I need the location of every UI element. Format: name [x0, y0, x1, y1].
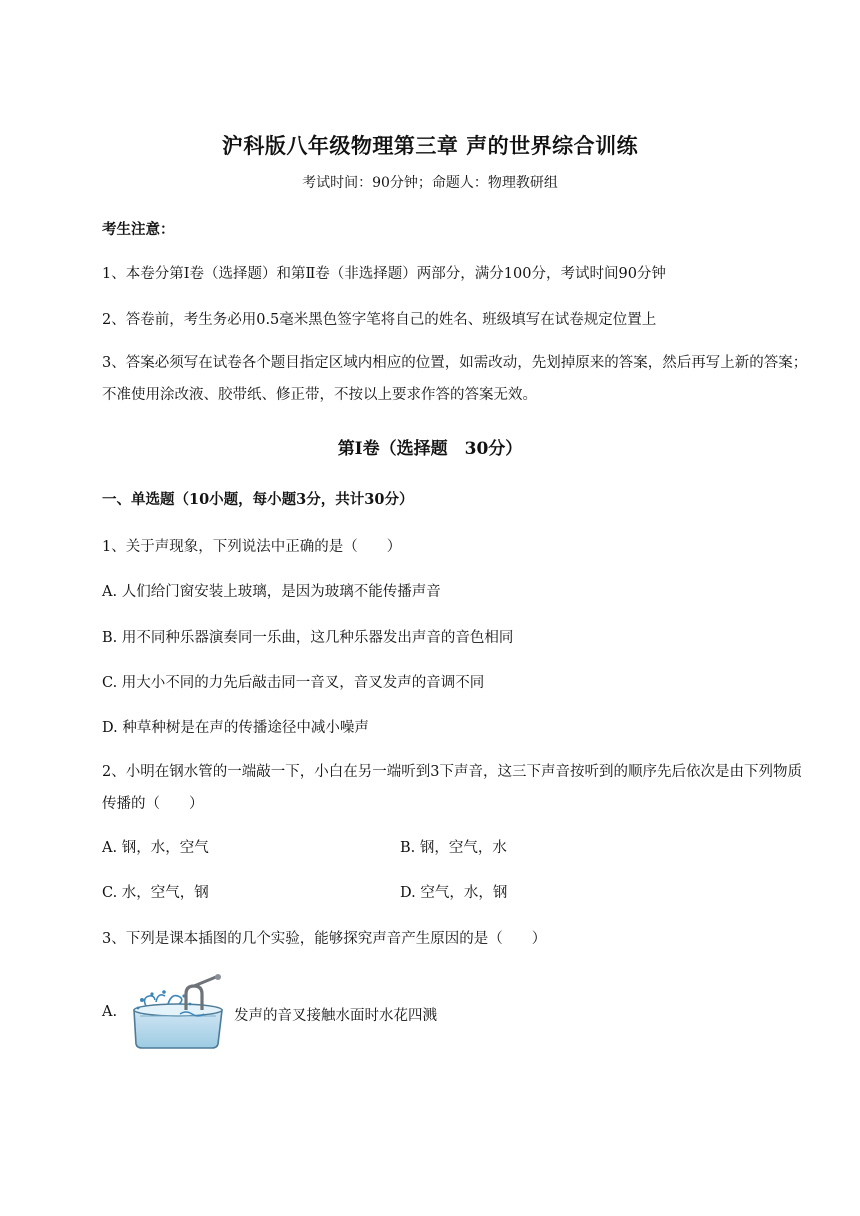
notice-item: 3、答案必须写在试卷各个题目指定区域内相应的位置，如需改动，先划掉原来的答案，然后再写上新的答案；不准使用涂改液、胶带纸、修正带，不按以上要求作答的答案无效。 — [102, 355, 808, 403]
option-c: C. 水，空气，钢 — [102, 885, 209, 901]
option-a: A. 人们给门窗安装上玻璃，是因为玻璃不能传播声音 — [102, 584, 441, 600]
notice-item: 1、本卷分第Ⅰ卷（选择题）和第Ⅱ卷（非选择题）两部分，满分100分，考试时间90分钟 — [102, 266, 666, 282]
question-stem: 3、下列是课本插图的几个实验，能够探究声音产生原因的是（ ） — [102, 931, 547, 947]
option-b: B. 钢，空气，水 — [400, 840, 507, 856]
section-title: 第Ⅰ卷（选择题 30分） — [337, 439, 523, 459]
question-stem: 2、小明在钢水管的一端敲一下，小白在另一端听到3下声音，这三下声音按听到的顺序先后依次是由下列物质传播的（ ） — [102, 764, 802, 812]
part-heading: 一、单选题（10小题，每小题3分，共计30分） — [102, 491, 414, 508]
option-a-letter: A. — [102, 1004, 118, 1020]
question-stem: 1、关于声现象，下列说法中正确的是（ ） — [102, 539, 402, 555]
notice-heading: 考生注意： — [102, 221, 175, 238]
option-a-text: 发声的音叉接触水面时水花四溅 — [234, 1008, 437, 1024]
tuning-fork-in-water-icon — [124, 974, 230, 1052]
notice-item: 2、答卷前，考生务必用0.5毫米黑色签字笔将自己的姓名、班级填写在试卷规定位置上 — [102, 312, 657, 328]
page-title: 沪科版八年级物理第三章 声的世界综合训练 — [221, 133, 639, 158]
option-a: A. 钢，水，空气 — [102, 840, 209, 856]
exam-info: 考试时间：90分钟；命题人：物理教研组 — [302, 175, 558, 191]
option-d: D. 空气，水，钢 — [400, 885, 508, 901]
option-b: B. 用不同种乐器演奏同一乐曲，这几种乐器发出声音的音色相同 — [102, 630, 514, 646]
option-d: D. 种草种树是在声的传播途径中减小噪声 — [102, 720, 369, 736]
option-c: C. 用大小不同的力先后敲击同一音叉，音叉发声的音调不同 — [102, 675, 485, 691]
